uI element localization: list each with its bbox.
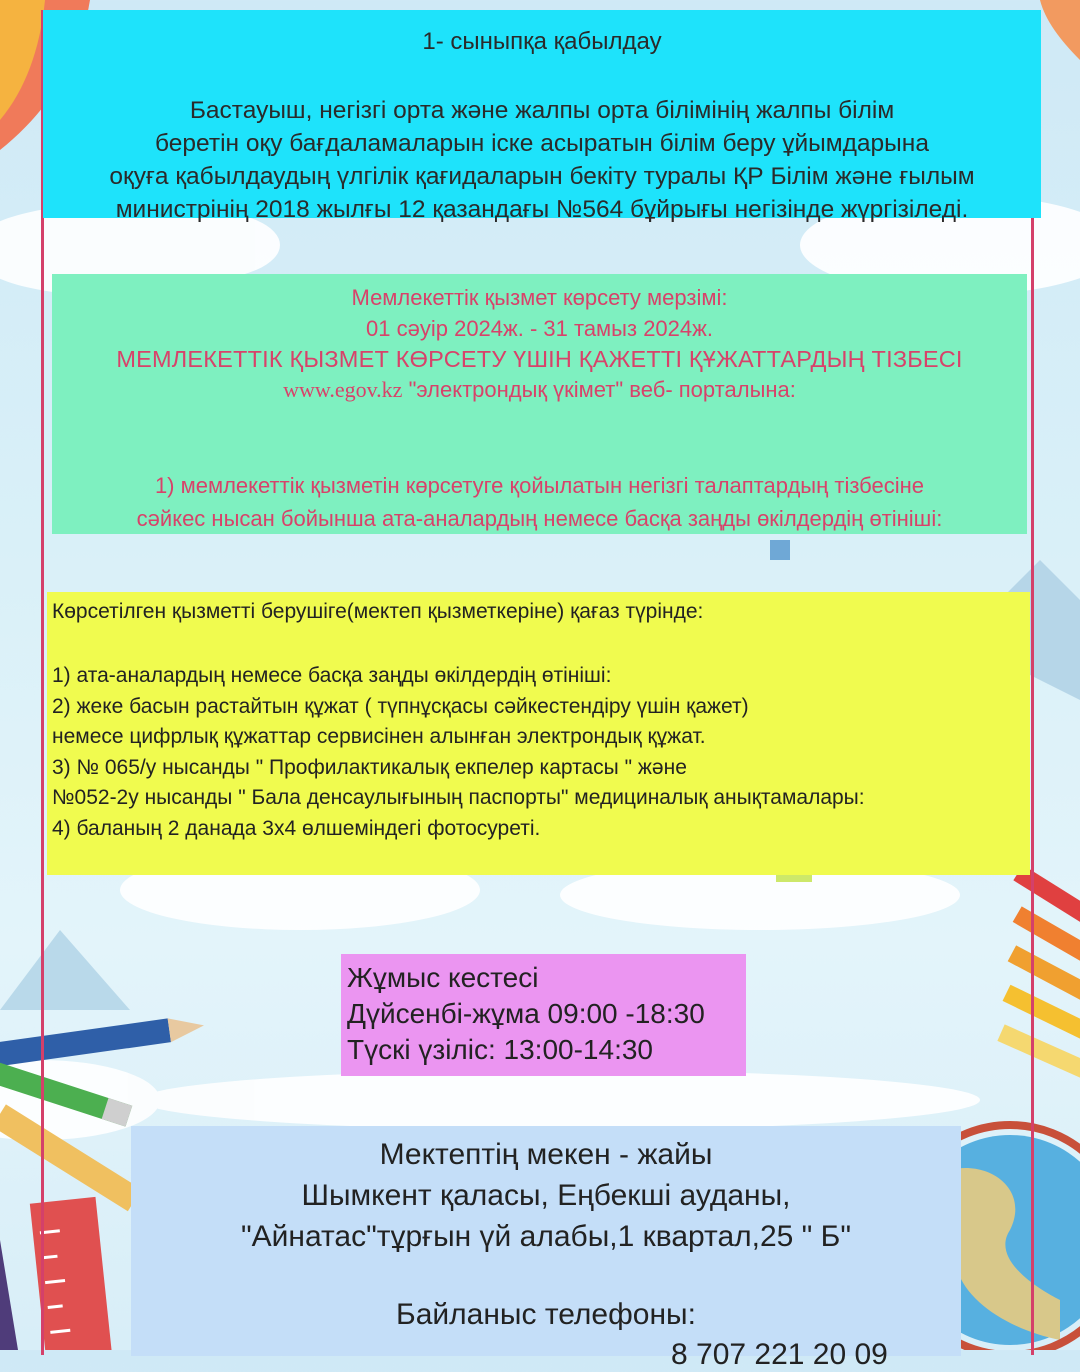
paper-documents-block (47, 592, 1030, 875)
address-title: Мектептің мекен - жайы (379, 1138, 713, 1171)
admission-description (43, 94, 1041, 226)
address-line: Шымкент қаласы, Еңбекші ауданы, (301, 1179, 791, 1212)
service-term-block (52, 274, 1027, 534)
description-line: оқуға қабылдаудың үлгілік қағидаларын бекіту туралы ҚР Білім және ғылым (109, 163, 975, 190)
phone-label: Байланыс телефоны: (396, 1298, 696, 1331)
service-term-dates: 01 сәуір 2024ж. - 31 тамыз 2024ж. (366, 316, 713, 341)
admission-header-block (43, 10, 1041, 223)
admission-title: 1- сыныпқа қабылдау (422, 28, 662, 55)
portal-text: "электрондық үкімет" веб- порталына: (408, 377, 796, 402)
description-line: беретін оқу бағдаламаларын іске асыратын білім беру ұйымдарына (155, 130, 929, 157)
phone-number[interactable]: 8 707 221 20 09 (671, 1338, 888, 1371)
address-block (131, 1126, 961, 1371)
requirement-line: сәйкес нысан бойынша ата-аналардың немесе басқа заңды өкілдердің өтініші: (136, 506, 943, 531)
documents-heading: МЕМЛЕКЕТТІК ҚЫЗМЕТ КӨРСЕТУ ҮШІН ҚАЖЕТТІ ҚҰЖАТТАРДЫҢ ТІЗБЕСІ (116, 346, 963, 372)
list-item: №052-2у нысанды " Бала денсаулығының паспорты" медициналық анықтамалары: (52, 786, 865, 809)
egov-link[interactable]: www.egov.kz (283, 377, 403, 402)
list-item: 2) жеке басын растайтын құжат ( түпнұсқасы сәйкестендіру үшін қажет) (52, 694, 749, 718)
description-line: министрінің 2018 жылғы 12 қазандағы №564 бұйрығы негізінде жүргізіледі. (115, 196, 969, 223)
requirement-line: 1) мемлекеттік қызметін көрсетуге қойылатын негізгі талаптардың тізбесіне (154, 473, 925, 498)
service-term-label: Мемлекеттік қызмет көрсету мерзімі: (351, 285, 728, 310)
list-item: 3) № 065/у нысанды " Профилактикалық екпелер картасы " және (52, 755, 687, 779)
list-item: 1) ата-аналардың немесе басқа заңды өкілдердің өтініші: (52, 664, 612, 687)
online-requirement (52, 469, 1027, 535)
description-line: Бастауыш, негізгі орта және жалпы орта білімінің жалпы білім (189, 97, 895, 124)
paper-documents-list (52, 661, 865, 844)
list-item: 4) баланың 2 данада 3х4 өлшеміндегі фотосуреті. (52, 816, 541, 840)
list-item: немесе цифрлық құжаттар сервисінен алынған электрондық құжат. (52, 725, 706, 748)
schedule-title: Жұмыс кестесі (347, 962, 539, 993)
schedule-block (341, 954, 746, 1076)
schedule-weekdays: Дүйсенбі-жұма 09:00 -18:30 (347, 998, 705, 1029)
schedule-lunch: Түскі үзіліс: 13:00-14:30 (347, 1034, 653, 1065)
address-line: "Айнатас"тұрғын үй алабы,1 квартал,25 " Б" (240, 1220, 852, 1253)
paper-heading: Көрсетілген қызметті берушіге(мектеп қызметкеріне) қағаз түрінде: (52, 600, 704, 623)
portal-line (52, 374, 1027, 405)
